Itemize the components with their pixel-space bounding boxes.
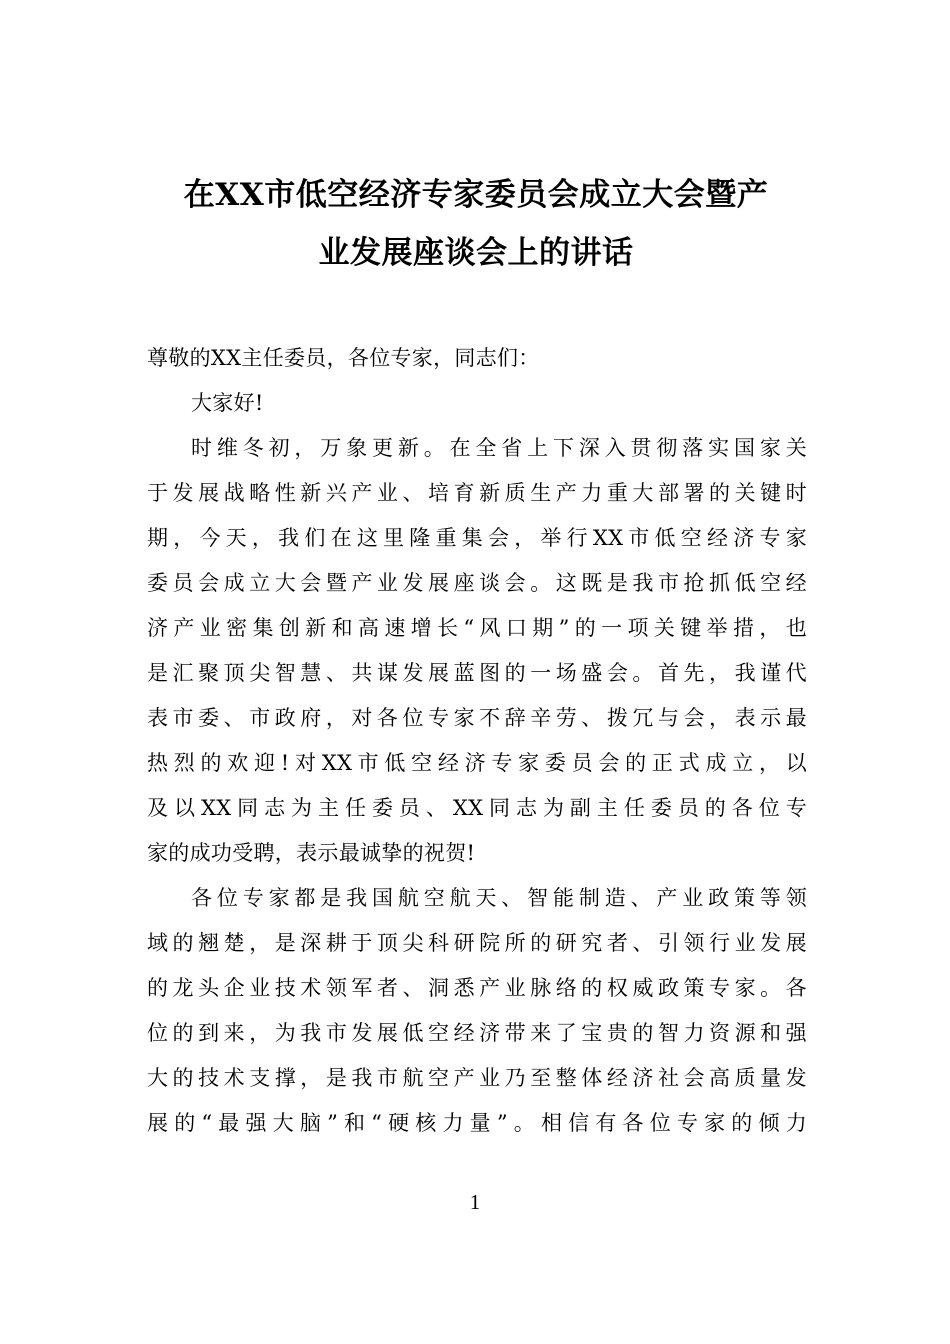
paragraph-line: 展的“最强大脑”和“硬核力量”。相信有各位专家的倾力 (147, 1111, 807, 1135)
paragraph-line: 大的技术支撑，是我市航空产业乃至整体经济社会高质量发 (147, 1066, 807, 1090)
paragraph-line: 的龙头企业技术领军者、洞悉产业脉络的权威政策专家。各 (147, 976, 807, 1000)
paragraph-line: 时维冬初，万象更新。在全省上下深入贯彻落实国家关 (191, 436, 807, 460)
paragraph-line: 位的到来，为我市发展低空经济带来了宝贵的智力资源和强 (147, 1021, 807, 1045)
paragraph-line: 家的成功受聘，表示最诚挚的祝贺! (147, 841, 476, 865)
page-number: 1 (469, 1190, 481, 1214)
paragraph-line: 域的翘楚，是深耕于顶尖科研院所的研究者、引领行业发展 (147, 931, 807, 955)
paragraph-line: 热烈的欢迎!对XX市低空经济专家委员会的正式成立，以 (147, 751, 807, 775)
title-line-1: 在XX市低空经济专家委员会成立大会暨产 (183, 177, 769, 213)
paragraph-line: 委员会成立大会暨产业发展座谈会。这既是我市抢抓低空经 (147, 571, 807, 595)
title-line-2: 业发展座谈会上的讲话 (318, 235, 634, 271)
paragraph-1 (147, 426, 807, 876)
paragraph-line: 表市委、市政府，对各位专家不辞辛劳、拨冗与会，表示最 (147, 706, 807, 730)
document-body (147, 336, 807, 1146)
paragraph-line: 于发展战略性新兴产业、培育新质生产力重大部署的关键时 (147, 481, 807, 505)
paragraph-line: 期，今天，我们在这里隆重集会，举行XX市低空经济专家 (147, 526, 807, 550)
paragraph-line: 各位专家都是我国航空航天、智能制造、产业政策等领 (191, 886, 807, 910)
paragraph-line: 是汇聚顶尖智慧、共谋发展蓝图的一场盛会。首先，我谨代 (147, 661, 807, 685)
paragraph-2 (147, 876, 807, 1146)
paragraph-line: 及以XX同志为主任委员、XX同志为副主任委员的各位专 (147, 796, 807, 820)
paragraph-line: 济产业密集创新和高速增长“风口期”的一项关键举措，也 (147, 616, 807, 640)
document-title (140, 166, 812, 282)
greeting: 大家好! (191, 391, 264, 415)
salutation: 尊敬的XX主任委员，各位专家，同志们： (147, 346, 540, 370)
